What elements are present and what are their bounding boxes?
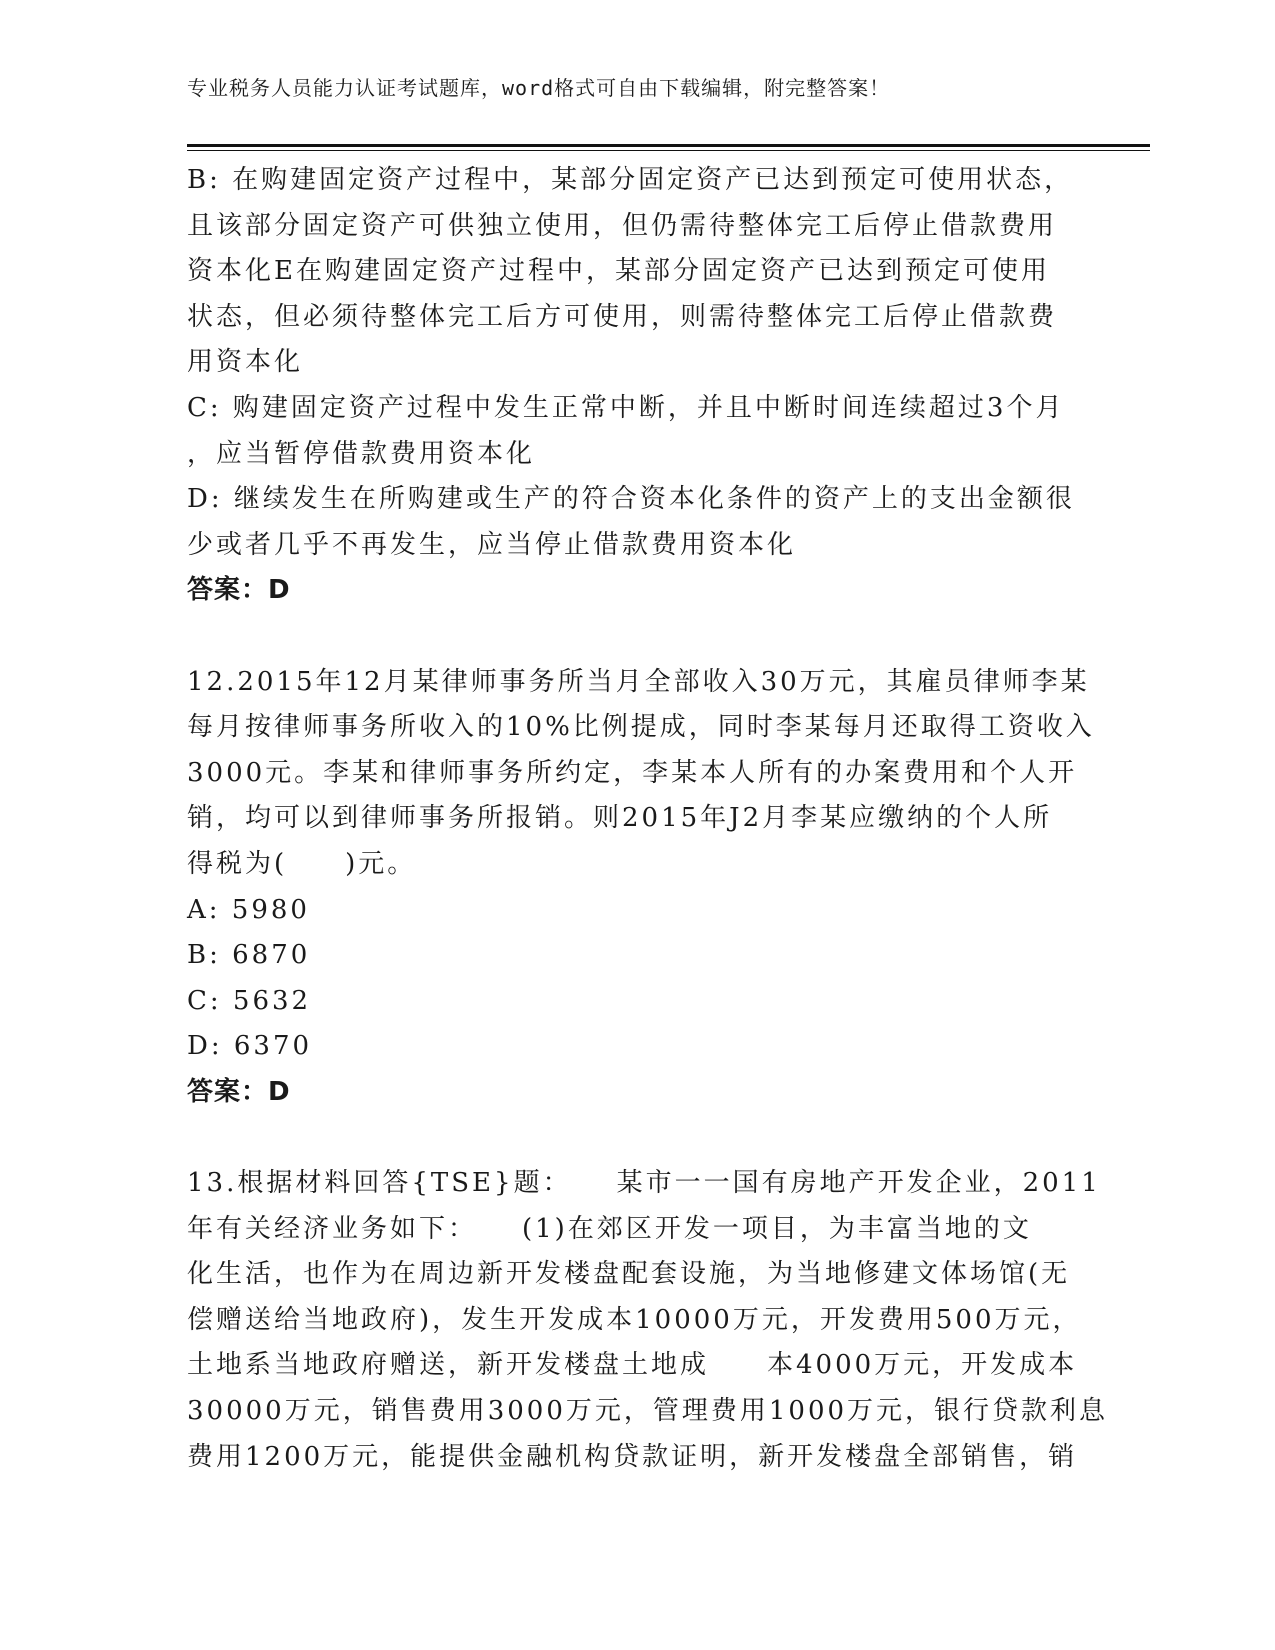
q11-option-c-line: ，应当暂停借款费用资本化 bbox=[187, 438, 536, 469]
q13-stem-line: 土地系当地政府赠送，新开发楼盘土地成 本4000万元，开发成本 bbox=[187, 1350, 1078, 1381]
q12-options bbox=[187, 888, 1087, 1070]
q11-option-c bbox=[187, 386, 1087, 477]
question-spacer bbox=[187, 1115, 1087, 1161]
q12-stem-line: 12.2015年12月某律师事务所当月全部收入30万元，其雇员律师李某 bbox=[187, 666, 1090, 697]
q12-option-b: B: 6870 bbox=[187, 940, 311, 971]
q13-stem-line: 30000万元，销售费用3000万元，管理费用1000万元，银行贷款利息 bbox=[187, 1396, 1109, 1427]
q12-option-c: C: 5632 bbox=[187, 985, 312, 1016]
q11-option-b-line: 资本化E在购建固定资产过程中，某部分固定资产已达到预定可使用 bbox=[187, 256, 1050, 287]
q13-stem-line: 年有关经济业务如下： (1)在郊区开发一项目，为丰富当地的文 bbox=[187, 1213, 1032, 1244]
header-divider-thin bbox=[187, 150, 1150, 151]
q11-option-b-line: 且该部分固定资产可供独立使用，但仍需待整体完工后停止借款费用 bbox=[187, 210, 1058, 241]
q11-option-b-line: 用资本化 bbox=[187, 347, 304, 378]
q11-option-c-line: C: 购建固定资产过程中发生正常中断，并且中断时间连续超过3个月 bbox=[187, 392, 1065, 423]
document-body bbox=[187, 158, 1109, 1480]
q12-option-a: A: 5980 bbox=[187, 894, 310, 925]
q12-stem-line: 销，均可以到律师事务所报销。则2015年J2月李某应缴纳的个人所 bbox=[187, 803, 1053, 834]
q11-option-b bbox=[187, 158, 1087, 386]
header-divider-thick bbox=[187, 144, 1150, 147]
q11-option-b-line: 状态，但必须待整体完工后方可使用，则需待整体完工后停止借款费 bbox=[187, 301, 1058, 332]
q12-stem-line: 3000元。李某和律师事务所约定，李某本人所有的办案费用和个人开 bbox=[187, 757, 1078, 788]
q12-stem bbox=[187, 660, 1095, 888]
q11-option-d-line: D: 继续发生在所购建或生产的符合资本化条件的资产上的支出金额很 bbox=[187, 484, 1075, 515]
q11-option-d-line: 少或者几乎不再发生，应当停止借款费用资本化 bbox=[187, 529, 797, 560]
q11-answer: 答案：D bbox=[187, 575, 291, 606]
q13-stem-line: 化生活，也作为在周边新开发楼盘配套设施，为当地修建文体场馆(无 bbox=[187, 1259, 1071, 1290]
q12-option-d: D: 6370 bbox=[187, 1031, 313, 1062]
q13-stem-line: 费用1200万元，能提供金融机构贷款证明，新开发楼盘全部销售，销 bbox=[187, 1441, 1078, 1472]
q13-stem-line: 偿赠送给当地政府)，发生开发成本10000万元，开发费用500万元， bbox=[187, 1304, 1082, 1335]
q13-stem bbox=[187, 1161, 1109, 1480]
q12-answer: 答案：D bbox=[187, 1076, 291, 1107]
page-header-title: 专业税务人员能力认证考试题库，word格式可自由下载编辑，附完整答案！ bbox=[187, 76, 891, 100]
q11-option-d bbox=[187, 477, 1087, 568]
q11-option-b-line: B: 在购建固定资产过程中，某部分固定资产已达到预定可使用状态， bbox=[187, 165, 1074, 195]
q12-stem-line: 每月按律师事务所收入的10%比例提成，同时李某每月还取得工资收入 bbox=[187, 712, 1095, 743]
q12-stem-line: 得税为( )元。 bbox=[187, 848, 417, 879]
question-spacer bbox=[187, 614, 1087, 660]
q13-stem-line: 13.根据材料回答{TSE}题： 某市一一国有房地产开发企业，2011 bbox=[187, 1168, 1101, 1199]
